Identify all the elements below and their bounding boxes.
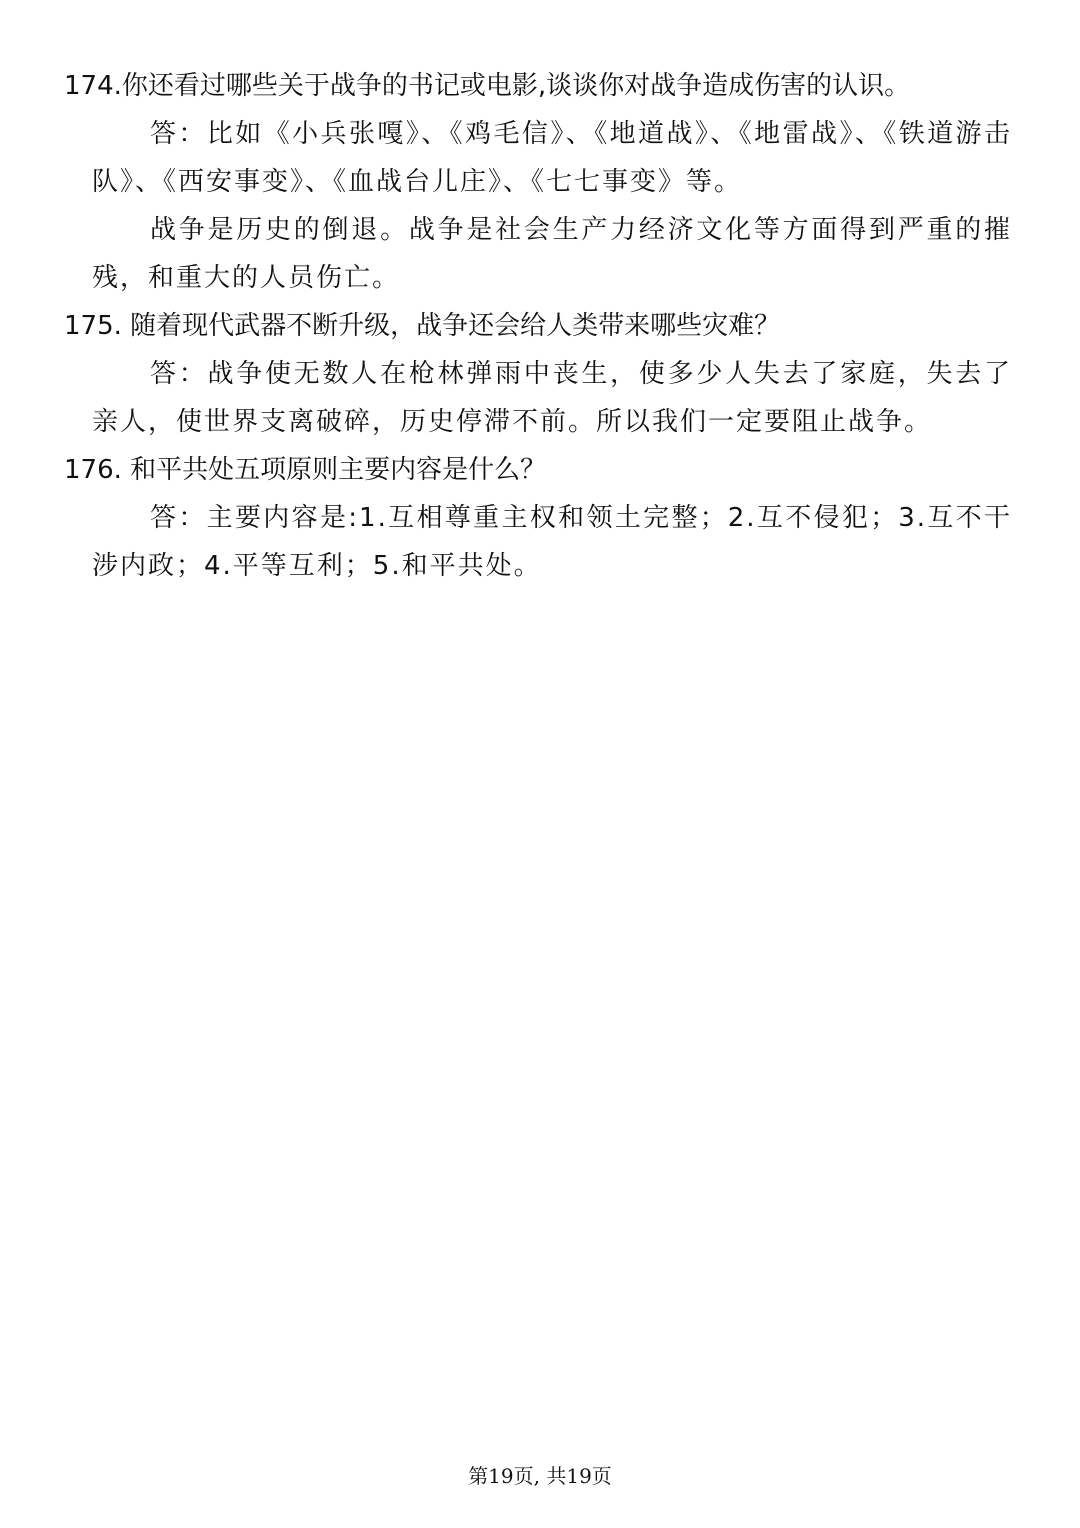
- page-footer: 第19页, 共19页: [468, 1464, 612, 1488]
- question-176: 176. 和平共处五项原则主要内容是什么？: [64, 455, 547, 485]
- answer-175: 答：战争使无数人在枪林弹雨中丧生，使多少人失去了家庭，失去了亲人，使世界支离破碎，历史停滞不前。所以我们一定要阻止战争。: [92, 359, 1012, 437]
- question-175: 175. 随着现代武器不断升级，战争还会给人类带来哪些灾难？: [64, 311, 781, 341]
- question-174: 174.你还看过哪些关于战争的书记或电影,谈谈你对战争造成伤害的认识。: [64, 71, 911, 101]
- qa-content: [64, 62, 1024, 590]
- answer-176: 答：主要内容是:1.互相尊重主权和领土完整；2.互不侵犯；3.互不干涉内政；4.平等互利；5.和平共处。: [92, 503, 1012, 581]
- answer-174-examples: 答：比如《小兵张嘎》、《鸡毛信》、《地道战》、《地雷战》、《铁道游击队》、《西安事变》、《血战台儿庄》、《七七事变》等。: [92, 119, 1012, 197]
- answer-174-harm: 战争是历史的倒退。战争是社会生产力经济文化等方面得到严重的摧残，和重大的人员伤亡。: [92, 215, 1012, 293]
